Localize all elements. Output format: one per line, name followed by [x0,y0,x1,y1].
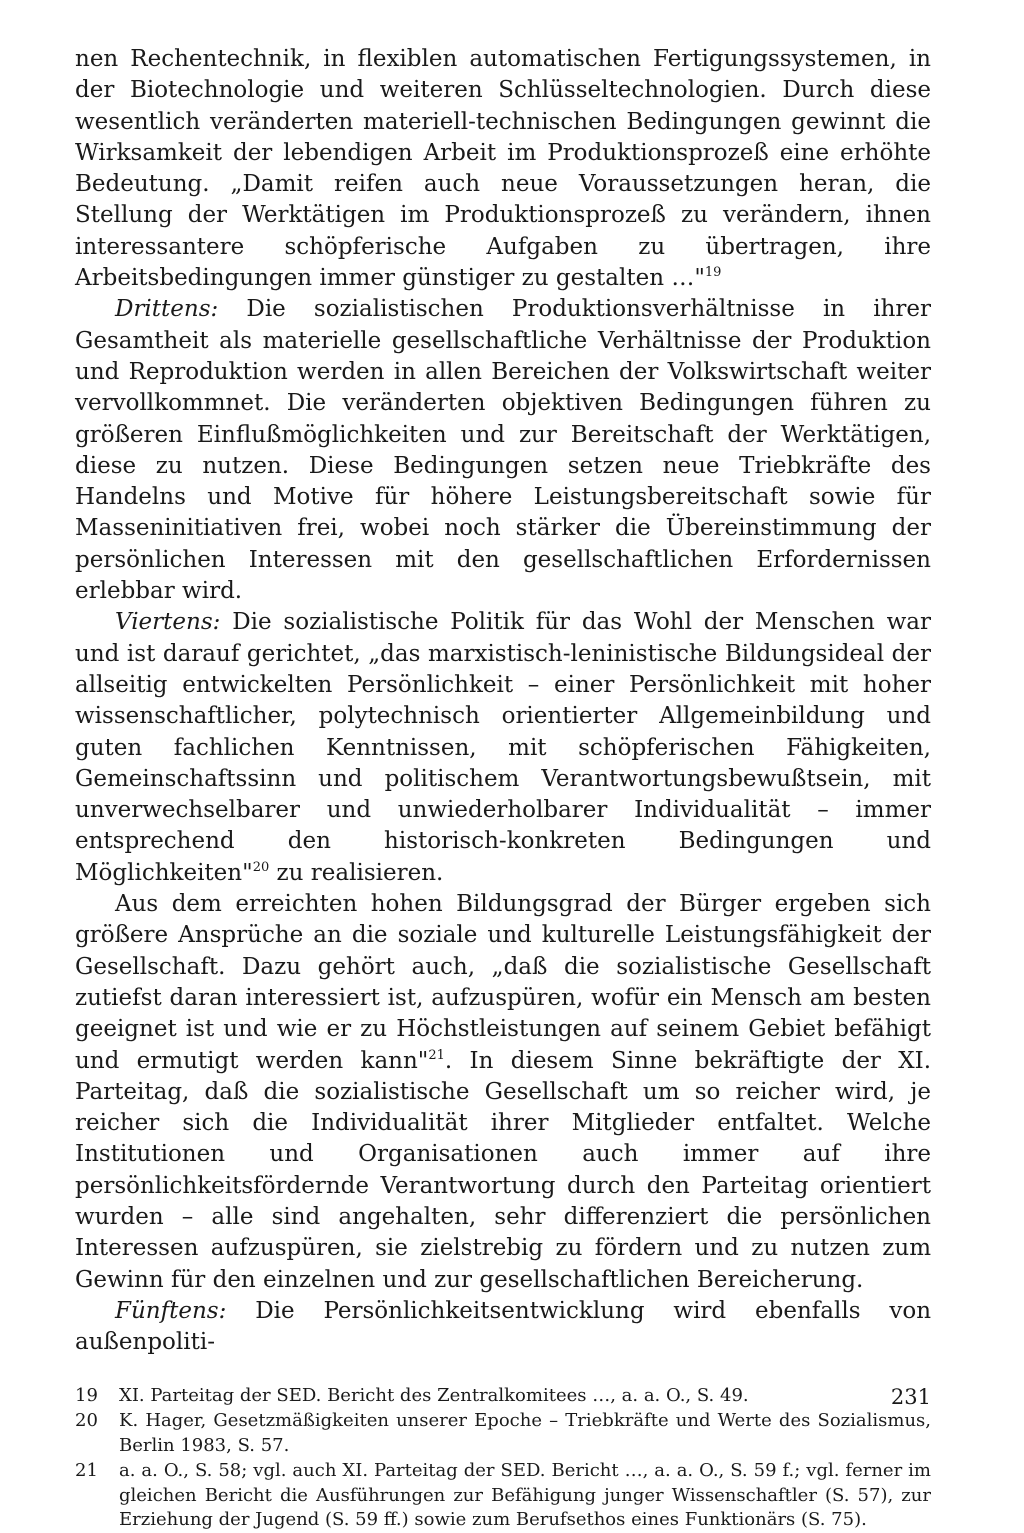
paragraph-3-lead: Viertens: [115,609,221,636]
footnote-number: 19 [75,1385,98,1407]
paragraph-2 [75,294,931,607]
paragraph-4-text-a: Aus dem erreichten hohen Bildungsgrad der Bürger ergeben sich größere Ansprüche an die soziale und kulturelle Leistungsfähigkeit der Gesellschaft. Dazu gehört auch, „daß die sozialistische Gesellschaft zutiefst daran interessiert ist, aufzuspüren, wofür ein Mensch am besten geeignet ist und wie er zu Höchstleistungen auf seinem Gebiet befähigt und ermutigt werden kann" [75,891,931,1074]
footnote-ref-21[interactable]: 21 [428,1047,445,1063]
paragraph-1-text: nen Rechentechnik, in flexiblen automatischen Fertigungssystemen, in der Biotechnologie und weiteren Schlüsseltechnologien. Durch diese wesentlich veränderten materiell-technischen Bedingungen gewinnt die Wirksamkeit der lebendigen Arbeit im Produktionsprozeß eine erhöhte Bedeutung. „Damit reifen auch neue Voraussetzungen heran, die Stellung der Werktätigen im Produktionsprozeß zu verändern, ihnen interessantere schöpferische Aufgaben zu übertragen, ihre Arbeitsbedingungen immer günstiger zu gestalten …" [75,46,931,292]
footnote-text: XI. Parteitag der SED. Bericht des Zentralkomitees …, a. a. O., S. 49. [119,1385,749,1407]
page-number: 231 [890,1385,931,1409]
paragraph-3-text: Die sozialistische Politik für das Wohl der Menschen war und ist darauf gerichtet, „das marxistisch-leninistische Bildungsideal der allseitig entwickelten Persönlichkeit – einer Persönlichkeit mit hoher wissenschaftlicher, polytechnisch orientierter Allgemeinbildung und guten fachlichen Kenntnissen, mit schöpferischen Fähigkeiten, Gemeinschaftssinn und politischem Verantwortungsbewußtsein, mit unverwechselbarer und unwiederholbarer Individualität – immer entsprechend den historisch-konkreten Bedingungen und Möglichkeiten" [75,609,932,886]
paragraph-2-lead: Drittens: [115,296,219,323]
paragraph-1 [75,44,931,294]
paragraph-3 [75,607,931,889]
footnote-number: 20 [75,1410,98,1432]
footnote-text: K. Hager, Gesetzmäßigkeiten unserer Epoche – Triebkräfte und Werte des Sozialismus, Berlin 1983, S. 57. [119,1410,931,1457]
footnote-number: 21 [75,1459,98,1481]
paragraph-3-tail: zu realisieren. [276,859,444,886]
footnote-20 [75,1409,931,1459]
paragraph-5-lead: Fünftens: [115,1297,227,1324]
footnote-19 [75,1384,931,1409]
footnote-21 [75,1459,931,1533]
paragraph-2-text: Die sozialistischen Produktionsverhältnisse in ihrer Gesamtheit als materielle gesellschaftliche Verhältnisse der Produktion und Reproduktion werden in allen Bereichen der Volkswirtschaft weiter vervollkommnet. Die veränderten objektiven Bedingungen führen zu größeren Einflußmöglichkeiten und zur Bereitschaft der Werktätigen, diese zu nutzen. Diese Bedingungen setzen neue Triebkräfte des Handelns und Motive für höhere Leistungsbereitschaft sowie für Masseninitiativen frei, wobei noch stärker die Übereinstimmung der persönlichen Interessen mit den gesellschaftlichen Erfordernissen erlebbar wird. [75,296,931,605]
paragraph-5-text: Die Persönlichkeitsentwicklung wird ebenfalls von außenpoliti- [75,1297,932,1356]
footnote-text: a. a. O., S. 58; vgl. auch XI. Parteitag der SED. Bericht …, a. a. O., S. 59 f.; vgl. ferner im gleichen Bericht die Ausführungen zur Befähigung junger Wissenschaftler (S. 57), zur Erziehung der Jugend (S. 59 ff.) sowie zum Berufsethos eines Funktionärs (S. 75). [119,1459,931,1531]
paragraph-4-text-b: . In diesem Sinne bekräftigte der XI. Parteitag, daß die sozialistische Gesellschaft um so reicher wird, je reicher sich die Individualität ihrer Mitglieder entfaltet. Welche Institutionen und Organisationen auch immer auf ihre persönlichkeitsfördernde Verantwortung durch den Parteitag orientiert wurden – alle sind angehalten, sehr differenziert die persönlichen Interessen aufzuspüren, sie zielstrebig zu fördern und zu nutzen zum Gewinn für den einzelnen und zur gesellschaftlichen Bereicherung. [75,1047,932,1293]
page-body [75,44,931,1533]
paragraph-5 [75,1296,931,1359]
footnote-ref-19[interactable]: 19 [704,265,722,281]
footnotes [75,1384,931,1533]
footnote-ref-20[interactable]: 20 [252,859,270,875]
paragraph-4 [75,889,931,1296]
